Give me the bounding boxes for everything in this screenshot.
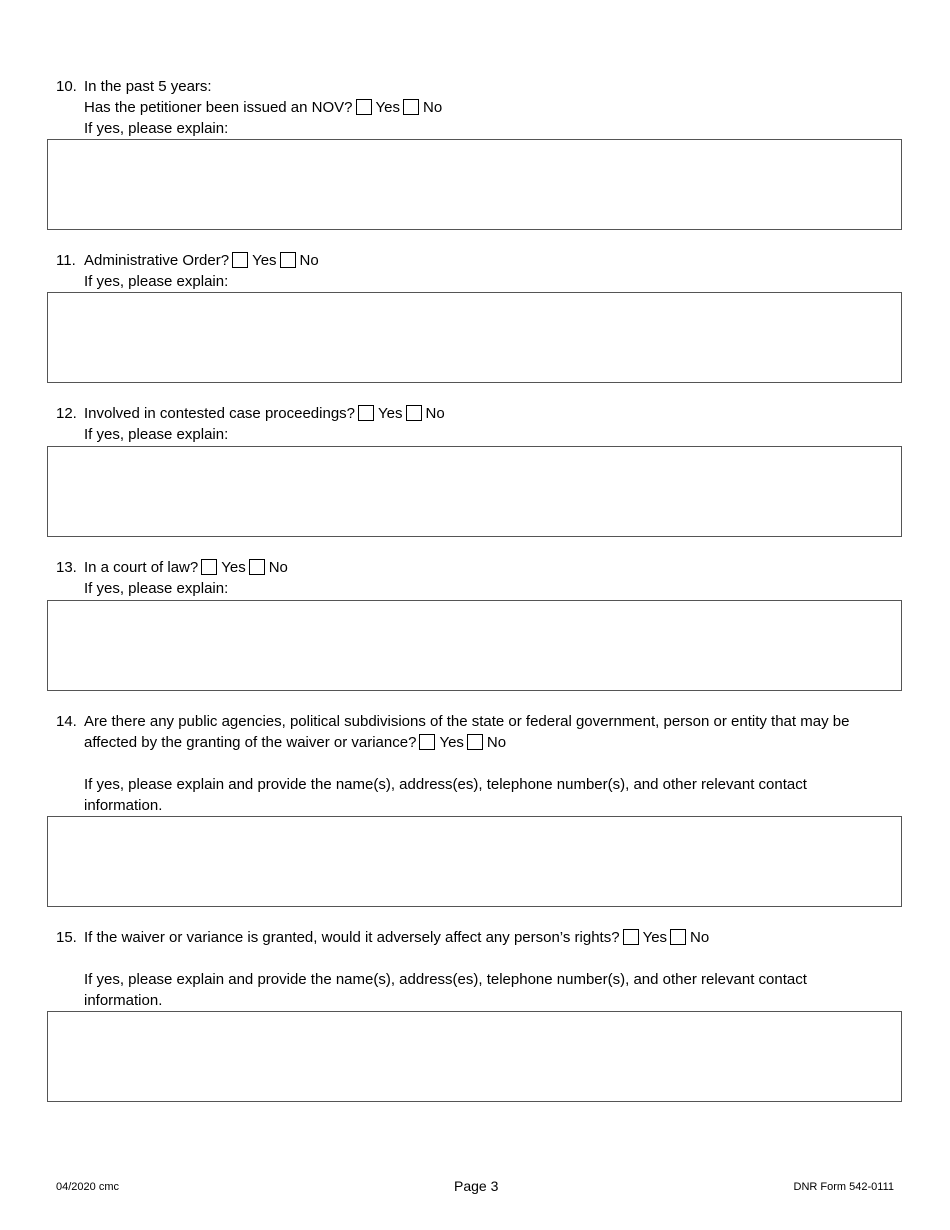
question-10-no-checkbox[interactable] xyxy=(403,99,419,115)
question-11-text: Administrative Order? xyxy=(84,252,230,269)
question-10-explain-field[interactable] xyxy=(47,139,902,230)
question-11-row xyxy=(84,251,319,271)
question-15-no-checkbox[interactable] xyxy=(670,929,686,945)
question-10-intro: In the past 5 years: xyxy=(84,78,212,95)
question-13-explain-label: If yes, please explain: xyxy=(84,580,229,597)
question-11-yes-checkbox[interactable] xyxy=(232,252,248,268)
no-label: No xyxy=(422,99,443,116)
no-label: No xyxy=(268,559,288,576)
no-label: No xyxy=(486,734,507,751)
question-15-explain-line2: information. xyxy=(84,992,163,1009)
yes-label: Yes xyxy=(642,929,668,946)
footer-date: 04/2020 cmc xyxy=(56,1181,119,1193)
question-11-number: 11. xyxy=(56,252,76,269)
question-15-yes-checkbox[interactable] xyxy=(623,929,639,945)
yes-label: Yes xyxy=(439,734,464,751)
question-12-row xyxy=(84,404,445,424)
question-13-explain-field[interactable] xyxy=(47,600,902,691)
question-11-explain-field[interactable] xyxy=(47,292,902,383)
footer-form-number: DNR Form 542-0111 xyxy=(793,1181,894,1193)
question-12-explain-label: If yes, please explain: xyxy=(84,426,229,443)
question-14-explain-line1: If yes, please explain and provide the name(s), address(es), telephone number(s), and other relevant contact xyxy=(84,776,807,793)
question-13-yes-checkbox[interactable] xyxy=(201,559,217,575)
question-14-explain-field[interactable] xyxy=(47,816,902,907)
question-10-explain-label: If yes, please explain: xyxy=(84,120,229,137)
question-12-text: Involved in contested case proceedings? xyxy=(84,405,356,422)
question-14-row xyxy=(84,733,506,753)
question-15-explain-line1: If yes, please explain and provide the name(s), address(es), telephone number(s), and other relevant contact xyxy=(84,971,807,988)
no-label: No xyxy=(425,405,445,422)
question-11-explain-label: If yes, please explain: xyxy=(84,273,229,290)
question-12-explain-field[interactable] xyxy=(47,446,902,537)
question-14-text-line1: Are there any public agencies, political subdivisions of the state or federal government, person or entity that may be xyxy=(84,713,850,730)
question-14-number: 14. xyxy=(56,713,77,730)
question-12-yes-checkbox[interactable] xyxy=(358,405,374,421)
footer-page-number: Page 3 xyxy=(454,1178,499,1194)
question-15-text: If the waiver or variance is granted, would it adversely affect any person’s rights? xyxy=(84,929,620,946)
question-10-text: Has the petitioner been issued an NOV? xyxy=(84,99,353,116)
question-14-explain-line2: information. xyxy=(84,797,163,814)
question-12-no-checkbox[interactable] xyxy=(406,405,422,421)
question-13-text: In a court of law? xyxy=(84,559,199,576)
yes-label: Yes xyxy=(375,99,400,116)
question-14-text-line2: affected by the granting of the waiver or variance? xyxy=(84,734,417,751)
question-11-no-checkbox[interactable] xyxy=(280,252,296,268)
question-10-row xyxy=(84,98,442,118)
question-10-yes-checkbox[interactable] xyxy=(356,99,372,115)
yes-label: Yes xyxy=(221,559,246,576)
yes-label: Yes xyxy=(252,252,277,269)
question-15-row xyxy=(84,928,709,948)
no-label: No xyxy=(299,252,319,269)
yes-label: Yes xyxy=(378,405,403,422)
no-label: No xyxy=(690,929,710,946)
question-13-no-checkbox[interactable] xyxy=(249,559,265,575)
question-10-number: 10. xyxy=(56,78,77,95)
question-15-explain-field[interactable] xyxy=(47,1011,902,1102)
question-13-row xyxy=(84,558,288,578)
question-15-number: 15. xyxy=(56,929,77,946)
question-14-yes-checkbox[interactable] xyxy=(419,734,435,750)
question-13-number: 13. xyxy=(56,559,77,576)
question-14-no-checkbox[interactable] xyxy=(467,734,483,750)
question-12-number: 12. xyxy=(56,405,77,422)
